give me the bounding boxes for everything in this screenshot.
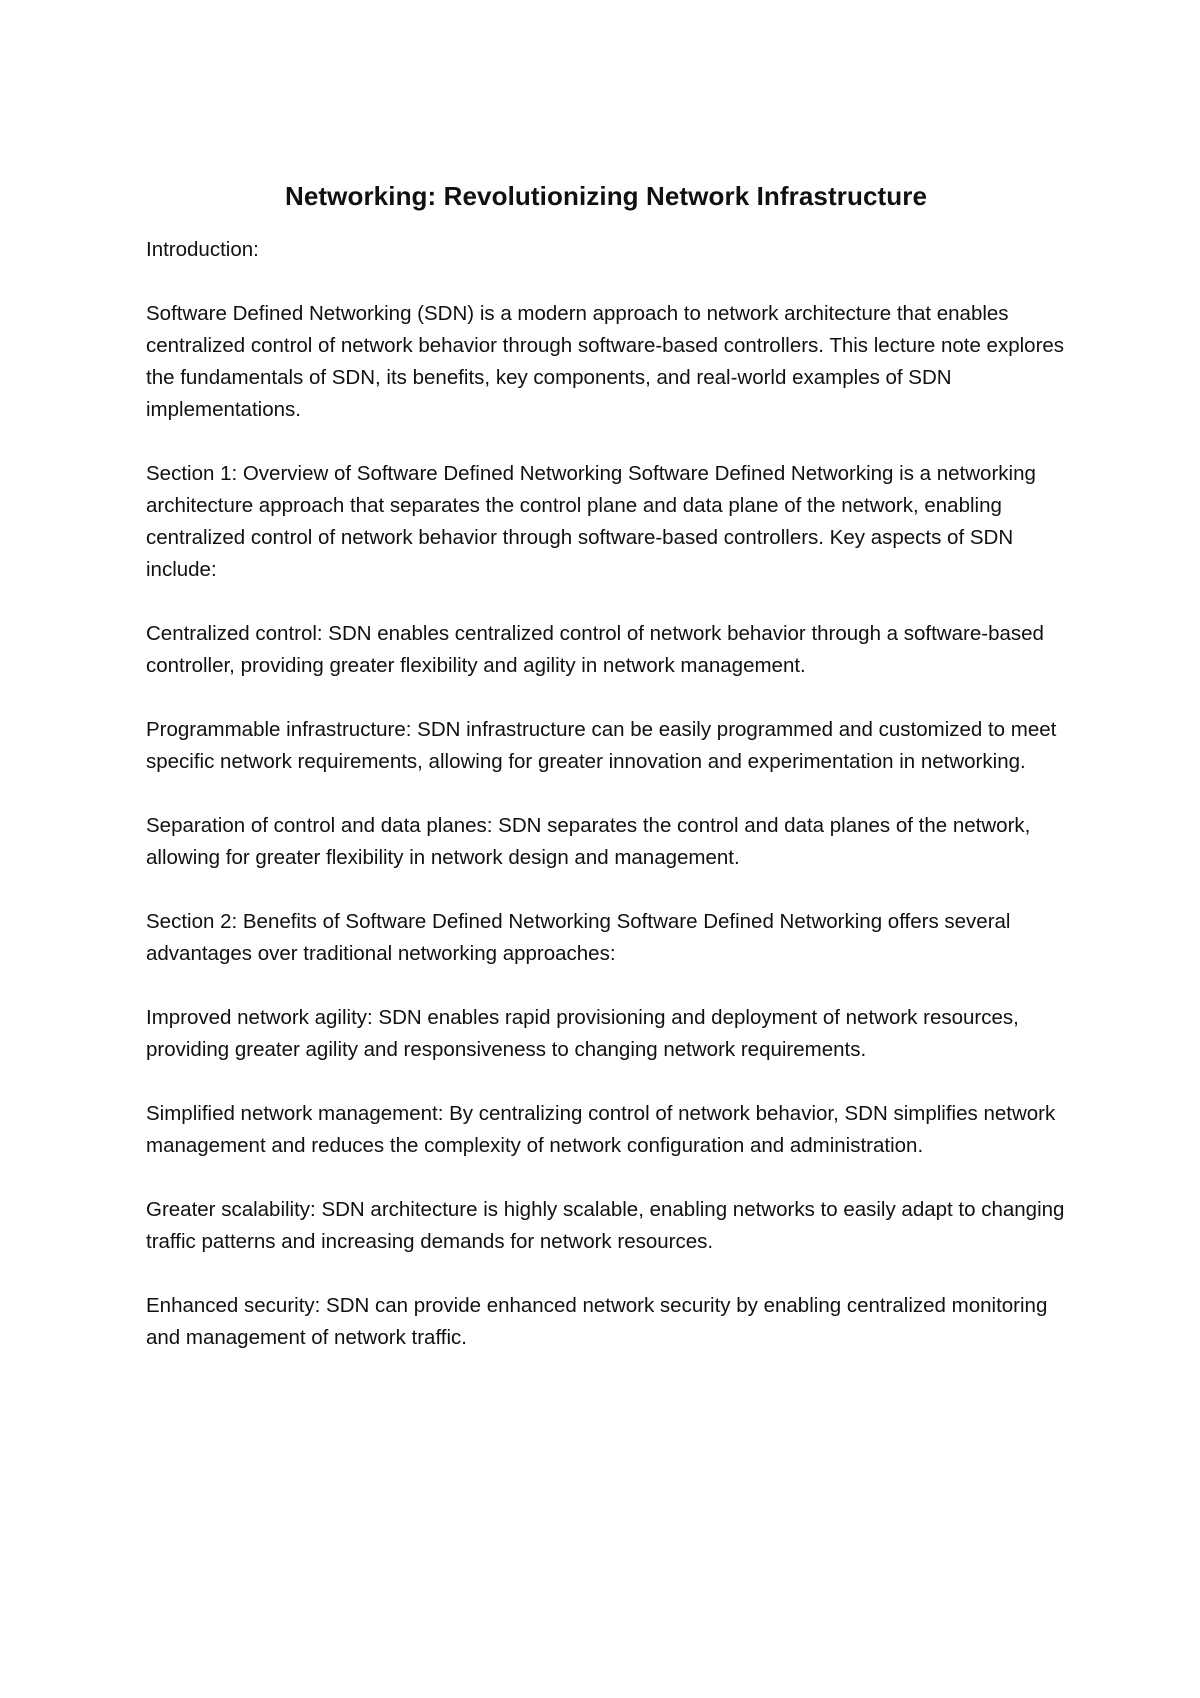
paragraph-section-2-benefits: Section 2: Benefits of Software Defined Networking Software Defined Networking offers several advantages over traditional networking approaches: — [146, 910, 1011, 965]
paragraph-enhanced-security: Enhanced security: SDN can provide enhanced network security by enabling centralized monitoring and management of network traffic. — [146, 1294, 1048, 1349]
paragraph-centralized-control: Centralized control: SDN enables centralized control of network behavior through a software-based controller, providing greater flexibility and agility in network management. — [146, 622, 1044, 677]
paragraph-intro: Software Defined Networking (SDN) is a modern approach to network architecture that enables centralized control of network behavior through software-based controllers. This lecture note explores the fundamentals of SDN, its benefits, key components, and real-world examples of SDN implementations. — [146, 302, 1065, 421]
paragraph-section-1-overview: Section 1: Overview of Software Defined Networking Software Defined Networking is a networking architecture approach that separates the control plane and data plane of the network, enabling centralized control of network behavior through software-based controllers. Key aspects of SDN include: — [146, 462, 1036, 581]
paragraph-simplified-management: Simplified network management: By centralizing control of network behavior, SDN simplifies network management and reduces the complexity of network configuration and administration. — [146, 1102, 1056, 1157]
paragraph-programmable-infrastructure: Programmable infrastructure: SDN infrastructure can be easily programmed and customized to meet specific network requirements, allowing for greater innovation and experimentation in networking. — [146, 718, 1057, 773]
paragraph-separation-of-planes: Separation of control and data planes: SDN separates the control and data planes of the network, allowing for greater flexibility in network design and management. — [146, 814, 1031, 869]
document-title: Networking: Revolutionizing Network Infrastructure — [284, 181, 928, 211]
document-body — [146, 176, 1066, 1386]
intro-heading: Introduction: — [146, 238, 259, 261]
paragraph-improved-agility: Improved network agility: SDN enables rapid provisioning and deployment of network resources, providing greater agility and responsiveness to changing network requirements. — [146, 1006, 1019, 1061]
paragraph-greater-scalability: Greater scalability: SDN architecture is highly scalable, enabling networks to easily adapt to changing traffic patterns and increasing demands for network resources. — [146, 1198, 1065, 1253]
